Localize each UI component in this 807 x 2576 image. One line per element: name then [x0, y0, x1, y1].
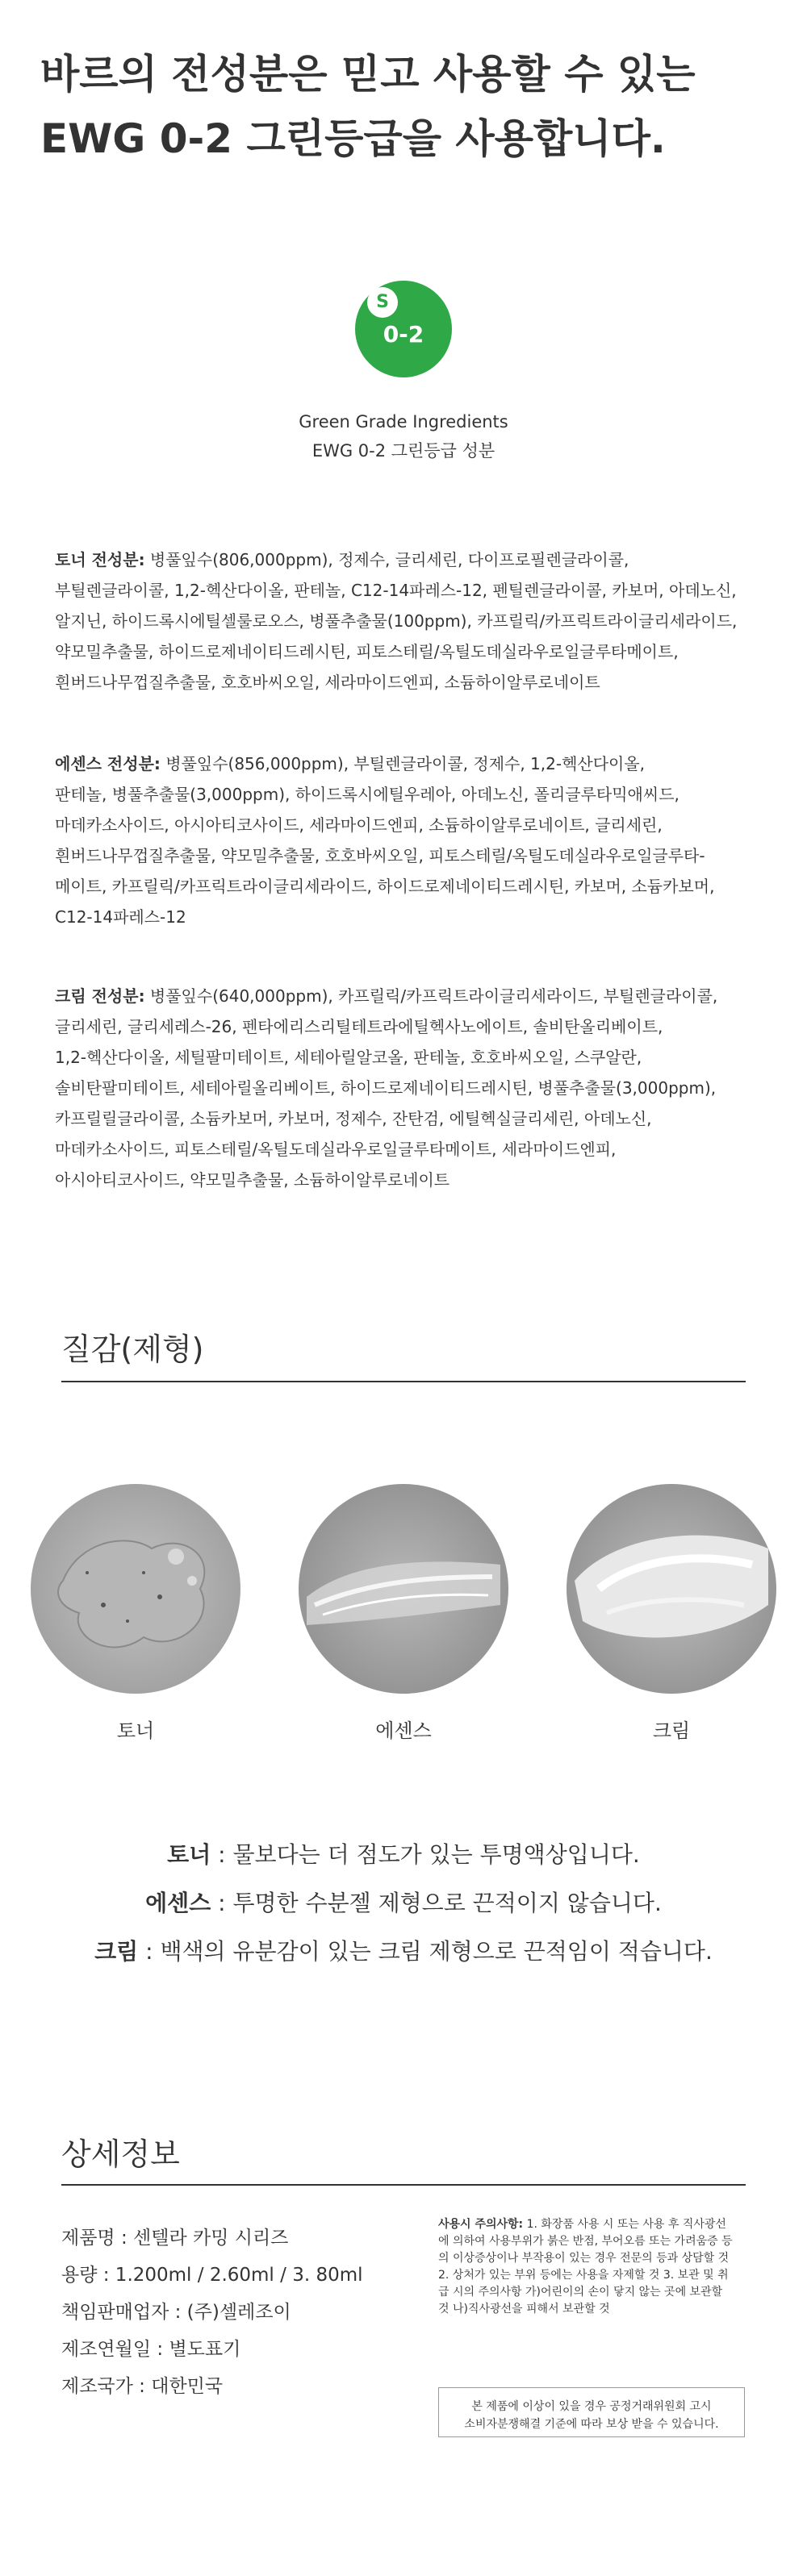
toner-texture-image — [31, 1484, 240, 1694]
essence-caption: 에센스 — [375, 1719, 432, 1742]
ingredient-line: 병풀잎수(806,000ppm), 정제수, 글리세린, 다이프로필렌글라이콜, — [149, 550, 629, 569]
texture-heading: 질감(제형) — [61, 1332, 204, 1367]
badge-caption-ko: EWG 0-2 그린등급 성분 — [312, 441, 495, 461]
texture-descriptions — [0, 1831, 807, 1976]
ingredient-line: C12-14파레스-12 — [55, 907, 186, 927]
ingredient-line: 병풀잎수(640,000ppm), 카프릴릭/카프릭트라이글리세라이드, 부틸렌글라이콜, — [149, 986, 718, 1006]
texture-description-cream: 크림 : 백색의 유분감이 있는 크림 제형으로 끈적임이 적습니다. — [94, 1938, 713, 1965]
product-info-row: 용량 : 1.200ml / 2.60ml / 3. 80ml — [61, 2265, 363, 2286]
cream-texture-image — [567, 1484, 776, 1694]
ingredient-line: 1,2-헥산다이올, 세틸팔미테이트, 세테아릴알코올, 판테놀, 호호바씨오일, 스쿠알란, — [55, 1048, 642, 1067]
product-info-row: 제품명 : 센텔라 카밍 시리즈 — [61, 2228, 289, 2249]
cream-ingredients — [55, 981, 765, 1195]
ewg-logo-icon: S — [367, 287, 398, 318]
ingredient-line: 약모밀추출물, 하이드로제네이티드레시틴, 피토스테릴/옥틸도데실라우로일글루타메이트, — [55, 642, 679, 661]
texture-divider — [61, 1381, 746, 1382]
badge-caption — [0, 407, 807, 465]
usage-caution-label: 사용시 주의사항: — [438, 2218, 524, 2231]
ingredient-line: 알지닌, 하이드록시에틸셀룰로오스, 병풀추출물(100ppm), 카프릴릭/카프릭트라이글리세라이드, — [55, 611, 738, 631]
badge-caption-en: Green Grade Ingredients — [299, 412, 508, 431]
ingredient-line: 메이트, 카프릴릭/카프릭트라이글리세라이드, 하이드로제네이티드레시틴, 카보머, 소듐카보머, — [55, 877, 715, 896]
hero-title-line-2: EWG 0-2 그린등급을 사용합니다. — [40, 115, 666, 162]
compensation-notice: 본 제품에 이상이 있을 경우 공정거래위원회 고시 소비자분쟁해결 기준에 따라 보상 받을 수 있습니다. — [438, 2387, 745, 2437]
usage-caution: 사용시 주의사항: 1. 화장품 사용 시 또는 사용 후 직사광선 에 의하여 사용부위가 붉은 반점, 부어오름 또는 가려움증 등 의 이상증상이나 부작용이 있는 경우 전문의 등과 상담할 것 2. 상처가 있는 부위 등에는 사용을 자제할 것 3. 보관 및 취 급 시의 주의사항 가)어린이의 손이 닿지 않는 곳에 보관할 것 나)직사광선을 피해서 보관할 것 — [438, 2218, 733, 2315]
details-heading: 상세정보 — [61, 2136, 180, 2172]
product-info-row: 제조연월일 : 별도표기 — [61, 2339, 241, 2360]
ingredient-line: 마데카소사이드, 피토스테릴/옥틸도데실라우로일글루타메이트, 세라마이드엔피, — [55, 1140, 617, 1159]
product-info-row: 제조국가 : 대한민국 — [61, 2376, 224, 2397]
essence-ingredients — [55, 748, 765, 932]
ingredient-line: 아시아티코사이드, 약모밀추출물, 소듐하이알루로네이트 — [55, 1170, 450, 1190]
texture-description-toner: 토너 : 물보다는 더 점도가 있는 투명액상입니다. — [167, 1841, 640, 1868]
ingredient-line: 흰버드나무껍질추출물, 약모밀추출물, 호호바씨오일, 피토스테릴/옥틸도데실라우로일글루타- — [55, 846, 705, 865]
ewg-grade-value: 0-2 — [383, 321, 424, 348]
ingredient-line: 글리세린, 글리세레스-26, 펜타에리스리틸테트라에틸헥사노에이트, 솔비탄올리베이트, — [55, 1017, 663, 1036]
ingredient-line: 흰버드나무껍질추출물, 호호바씨오일, 세라마이드엔피, 소듐하이알루로네이트 — [55, 673, 600, 692]
essence-ingredients-label: 에센스 전성분: — [55, 754, 161, 773]
texture-description-essence: 에센스 : 투명한 수분젤 제형으로 끈적이지 않습니다. — [145, 1890, 662, 1916]
toner-ingredients — [55, 544, 765, 698]
ingredient-line: 마데카소사이드, 아시아티코사이드, 세라마이드엔피, 소듐하이알루로네이트, 글리세린, — [55, 815, 663, 835]
ingredient-line: 병풀잎수(856,000ppm), 부틸렌글라이콜, 정제수, 1,2-헥산다이올, — [165, 754, 646, 773]
hero-title-line-1: 바르의 전성분은 믿고 사용할 수 있는 — [40, 51, 696, 98]
toner-caption: 토너 — [116, 1719, 155, 1742]
ingredient-line: 부틸렌글라이콜, 1,2-헥산다이올, 판테놀, C12-14파레스-12, 펜틸렌글라이콜, 카보머, 아데노신, — [55, 581, 737, 600]
ewg-grade-badge — [355, 281, 452, 377]
details-divider — [61, 2184, 746, 2186]
product-info-row: 책임판매업자 : (주)셀레조이 — [61, 2302, 291, 2323]
essence-texture-image — [299, 1484, 508, 1694]
hero-title — [40, 42, 696, 171]
ingredient-line: 판테놀, 병풀추출물(3,000ppm), 하이드록시에틸우레아, 아데노신, 폴리글루타믹애씨드, — [55, 785, 679, 804]
toner-ingredients-label: 토너 전성분: — [55, 550, 145, 569]
product-info-list — [61, 2220, 363, 2405]
ingredient-line: 솔비탄팔미테이트, 세테아릴올리베이트, 하이드로제네이티드레시틴, 병풀추출물(3,000ppm), — [55, 1078, 717, 1098]
ingredient-line: 카프릴릴글라이콜, 소듐카보머, 카보머, 정제수, 잔탄검, 에틸헥실글리세린, 아데노신, — [55, 1109, 652, 1128]
cream-ingredients-label: 크림 전성분: — [55, 986, 145, 1006]
cream-caption: 크림 — [652, 1719, 691, 1742]
